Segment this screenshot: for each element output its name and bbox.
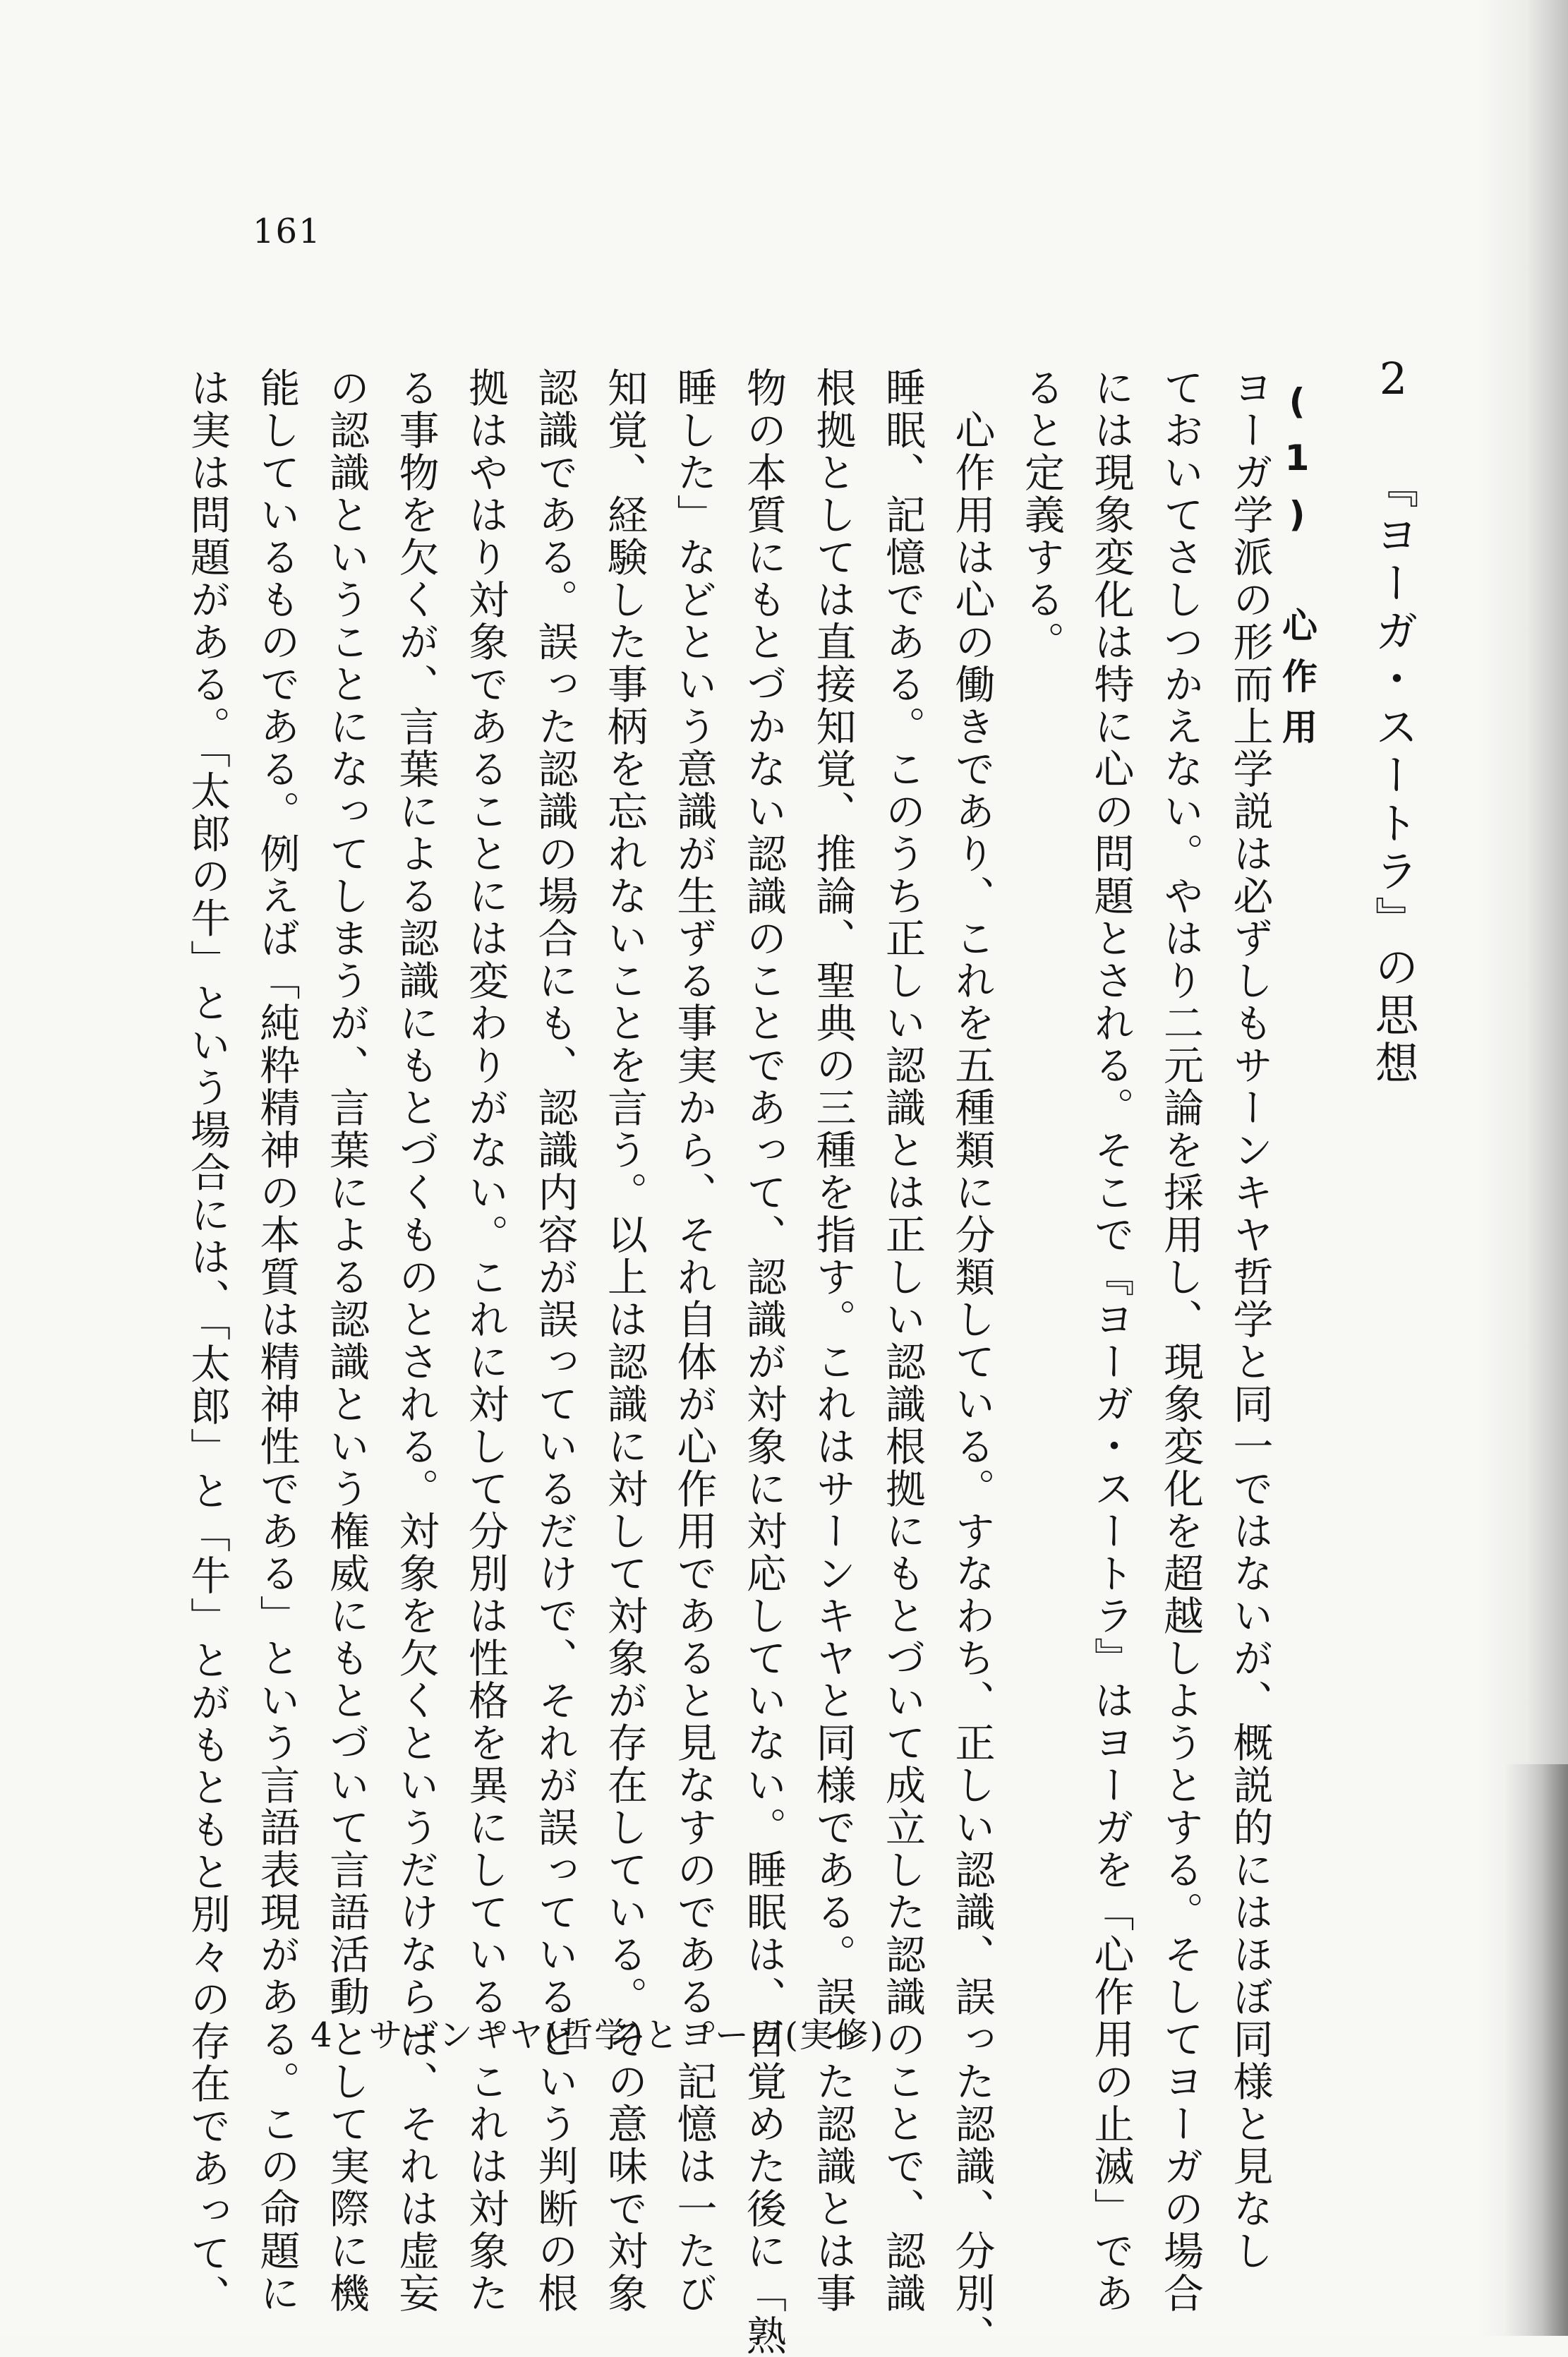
text-line: 睡した」などという意識が生ずる事実から、それ自体が心作用であると見なすのである。記憶は一たび [670, 367, 717, 2315]
text-line: 認識である。誤った認識の場合にも、認識内容が誤っているだけで、それが誤っているという判断の根 [531, 367, 578, 2315]
page-number: 161 [253, 212, 322, 251]
text-line: の認識ということになってしまうが、言葉による認識という権威にもとづいて言語活動として実際に機 [322, 367, 370, 2315]
text-line: ヨーガ学派の形而上学説は必ずしもサーンキヤ哲学と同一ではないが、概説的にはほぼ同様と見なし [1226, 367, 1273, 2272]
text-line: ると定義する。 [1018, 367, 1065, 663]
text-line: 能しているものである。例えば「純粋精神の本質は精神性である」という言語表現がある。この命題に [253, 367, 300, 2315]
text-line: ておいてさしつかえない。やはり二元論を採用し、現象変化を超越しようとする。そしてヨーガの場合 [1157, 367, 1204, 2315]
text-line: 物の本質にもとづかない認識のことであって、認識が対象に対応していない。睡眠は、目覚めた後に「熟 [740, 367, 787, 2357]
text-line: 根拠としては直接知覚、推論、聖典の三種を指す。これはサーンキヤと同様である。誤った認識とは事 [809, 367, 856, 2315]
running-footer: 4 サーンキヤ(哲学)とヨーガ(実修) [310, 2015, 885, 2055]
text-line: には現象変化は特に心の問題とされる。そこで『ヨーガ・スートラ』はヨーガを「心作用の止滅」であ [1087, 367, 1134, 2315]
text-line: 心作用は心の働きであり、これを五種類に分類している。すなわち、正しい認識、誤った認識、分別、 [948, 367, 995, 2357]
text-line: 拠はやはり対象であることには変わりがない。これに対して分別は性格を異にしている。これは対象た [462, 367, 509, 2315]
text-line: る事物を欠くが、言葉による認識にもとづくものとされる。対象を欠くというだけならば、それは虚妄 [392, 367, 439, 2315]
text-line: 睡眠、記憶である。このうち正しい認識とは正しい認識根拠にもとづいて成立した認識のことで、認識 [879, 367, 926, 2315]
text-line: 知覚、経験した事柄を忘れないことを言う。以上は認識に対して対象が存在している。その意味で対象 [601, 367, 648, 2315]
section-heading: (1) 心作用 [1277, 381, 1317, 759]
scan-shadow-edge-lower [1504, 1764, 1568, 2336]
text-line: は実は問題がある。「太郎の牛」という場合には、「太郎」と「牛」とがもともと別々の存在であって、 [183, 367, 231, 2317]
chapter-heading: 2 『ヨーガ・スートラ』の思想 [1368, 353, 1419, 1088]
